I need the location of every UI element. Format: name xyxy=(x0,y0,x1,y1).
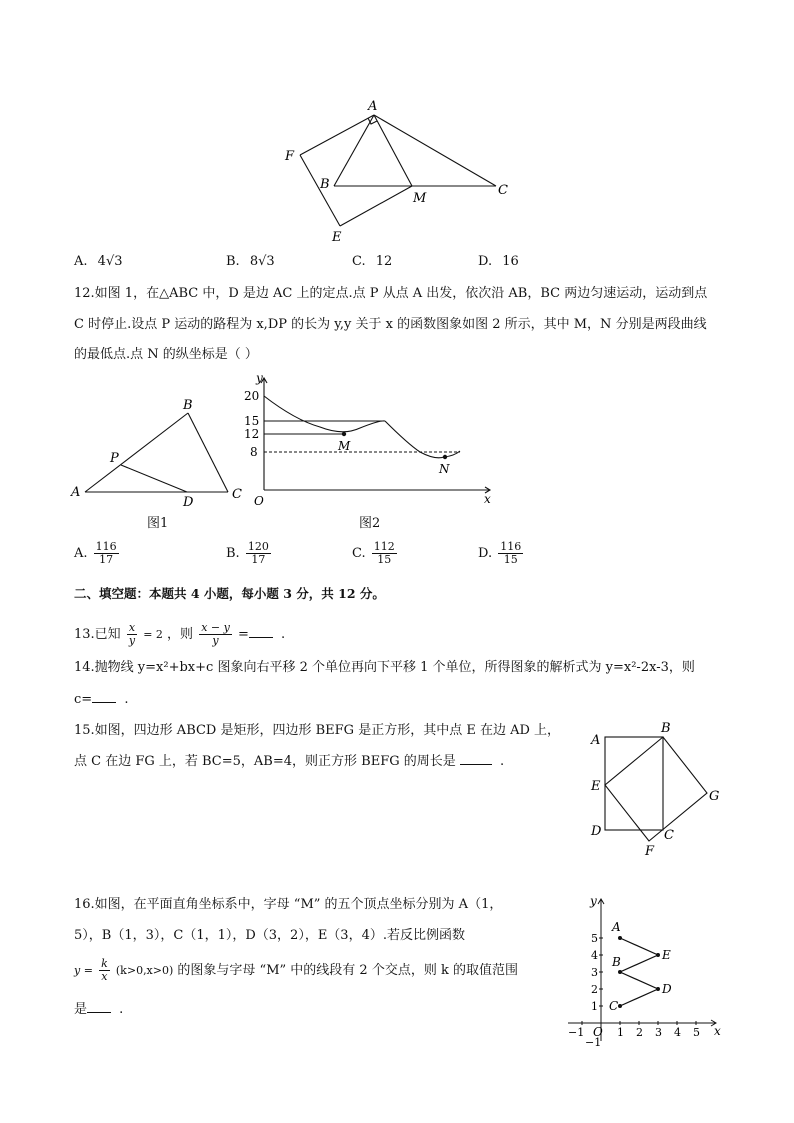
ytick--1: −1 xyxy=(585,1036,602,1049)
q11-option-a xyxy=(74,252,123,272)
point-C xyxy=(618,1004,622,1008)
q16-prefix: 是 xyxy=(74,1002,88,1017)
point-N xyxy=(443,455,447,459)
q16-line4 xyxy=(74,1000,123,1020)
label-D: D xyxy=(662,982,672,996)
ytick-1: 1 xyxy=(591,1000,598,1013)
ytick-5: 5 xyxy=(591,932,598,945)
label-C: C xyxy=(498,183,508,198)
q12-line2: C 时停止.设点 P 运动的路程为 x,DP 的长为 y,y 关于 x 的函数图象如图 2 所示，其中 M，N 分别是两段曲线 xyxy=(74,317,707,332)
label-P: P xyxy=(110,451,119,466)
segment-PD xyxy=(121,465,187,492)
q11-option-d xyxy=(478,252,519,272)
q13-mid: ，则 xyxy=(167,627,194,642)
option-value: 8√3 xyxy=(249,254,275,269)
q11-option-b xyxy=(226,252,275,272)
point-A xyxy=(618,936,622,940)
segment-EM xyxy=(340,186,412,226)
ytick-4: 4 xyxy=(591,949,598,962)
label-F: F xyxy=(285,149,295,164)
option-letter: A. xyxy=(74,546,88,561)
q16-func-prefix: y = xyxy=(74,964,93,977)
q13-fraction2: $\frac{x - y}{y}$ xyxy=(201,621,230,647)
rectangle-ABCD xyxy=(605,737,663,830)
tick-12: 12 xyxy=(244,427,260,441)
q12-line1: 12.如图 1，在△ABC 中，D 是边 AC 上的定点.点 P 从点 A 出发，依次沿 AB，BC 两边匀速运动，运动到点 xyxy=(74,286,708,301)
q15-figure xyxy=(585,715,730,860)
q14-end: . xyxy=(124,692,129,707)
segment-BC xyxy=(188,413,228,492)
q13-prefix: 13.已知 xyxy=(74,627,121,642)
q12-fig2-caption: 图2 xyxy=(359,516,381,531)
option-letter: D. xyxy=(478,254,493,269)
q15-text: 点 C 在边 FG 上，若 BC=5，AB=4，则正方形 BEFG 的周长是 xyxy=(74,754,456,769)
label-D: D xyxy=(591,824,602,839)
point-E xyxy=(656,953,660,957)
q12-option-b xyxy=(226,541,273,566)
label-C: C xyxy=(609,999,619,1013)
q15-answer-blank[interactable] xyxy=(460,752,492,765)
label-A: A xyxy=(368,99,378,114)
tick-8: 8 xyxy=(250,445,258,459)
option-letter: C. xyxy=(352,254,366,269)
q13-end: . xyxy=(281,627,286,642)
point-M xyxy=(342,432,346,436)
q16-line1: 16.如图，在平面直角坐标系中，字母 “M” 的五个顶点坐标分别为 A（1， xyxy=(74,897,503,912)
option-value: 4√3 xyxy=(97,254,123,269)
label-O: O xyxy=(254,494,264,508)
tick-15: 15 xyxy=(244,414,260,428)
option-fraction: $\frac{120}{17}$ xyxy=(247,540,269,566)
option-letter: B. xyxy=(226,546,240,561)
label-M: M xyxy=(413,191,427,206)
q16-answer-blank[interactable] xyxy=(87,1000,111,1013)
label-M: M xyxy=(338,439,351,453)
q12-figure1 xyxy=(65,395,255,510)
ytick-3: 3 xyxy=(591,966,598,979)
label-N: N xyxy=(439,462,450,476)
q13-fraction1: $\frac{x}{y}$ xyxy=(128,621,136,647)
option-letter: B. xyxy=(226,254,240,269)
option-letter: D. xyxy=(478,546,493,561)
q16-rest: 的图象与字母 “M” 中的线段有 2 个交点，则 k 的取值范围 xyxy=(177,963,518,978)
label-O: O xyxy=(593,1025,603,1039)
option-letter: C. xyxy=(352,546,366,561)
xtick-2: 2 xyxy=(636,1026,643,1039)
q12-line3: 的最低点.点 N 的纵坐标是（ ） xyxy=(74,347,258,362)
q14-answer-blank[interactable] xyxy=(92,690,116,703)
tick-20: 20 xyxy=(244,389,260,403)
q14-line2 xyxy=(74,690,128,710)
label-C: C xyxy=(232,487,242,502)
point-D xyxy=(656,987,660,991)
point-B xyxy=(618,970,622,974)
curve-first xyxy=(264,396,385,432)
label-y: y xyxy=(590,894,597,908)
label-G: G xyxy=(709,789,720,804)
q16-line2: 5），B（1，3），C（1，1），D（3，2），E（3，4）.若反比例函数 xyxy=(74,928,465,943)
q12-figure2 xyxy=(240,372,500,512)
q16-end: . xyxy=(119,1002,124,1017)
segment-AB xyxy=(85,413,188,492)
q12-fig1-caption: 图1 xyxy=(147,516,169,531)
label-A: A xyxy=(71,485,81,500)
xtick-1: 1 xyxy=(617,1026,624,1039)
section2-title: 二、填空题：本题共 4 小题，每小题 3 分，共 12 分。 xyxy=(74,586,385,601)
option-fraction: $\frac{116}{17}$ xyxy=(95,540,117,566)
q16-line3 xyxy=(74,956,518,986)
label-A: A xyxy=(591,733,601,748)
q14-prefix: c= xyxy=(74,692,93,707)
label-E: E xyxy=(332,230,342,245)
q12-option-d xyxy=(478,541,525,566)
q15-end: . xyxy=(500,754,505,769)
q14-line1: 14.抛物线 y=x²+bx+c 图象向右平移 2 个单位再向下平移 1 个单位，所得图象的解析式为 y=x²-2x-3，则 xyxy=(74,660,695,675)
label-E: E xyxy=(591,779,601,794)
q13-eq: = 2 xyxy=(143,628,163,641)
xtick--1: −1 xyxy=(568,1026,585,1039)
q15-line1: 15.如图，四边形 ABCD 是矩形，四边形 BEFG 是正方形，其中点 E 在边 AD 上， xyxy=(74,723,561,738)
xtick-3: 3 xyxy=(655,1026,662,1039)
label-C: C xyxy=(664,828,674,843)
option-value: 16 xyxy=(502,254,519,269)
label-B: B xyxy=(320,177,330,192)
label-B: B xyxy=(612,955,621,969)
ytick-2: 2 xyxy=(591,983,598,996)
label-E: E xyxy=(662,948,671,962)
q13-answer-blank[interactable] xyxy=(249,625,273,638)
label-D: D xyxy=(183,495,194,510)
label-x: x xyxy=(714,1024,721,1038)
option-letter: A. xyxy=(74,254,88,269)
option-fraction: $\frac{116}{15}$ xyxy=(500,540,522,566)
q16-condition: (k>0,x>0) xyxy=(115,964,174,977)
q15-line2 xyxy=(74,752,504,772)
label-B: B xyxy=(183,398,193,413)
label-A: A xyxy=(612,920,621,934)
q16-graph xyxy=(560,893,728,1053)
q12-option-c xyxy=(352,541,399,566)
q16-func-fraction: $\frac{k}{x}$ xyxy=(101,957,108,983)
q11-option-c xyxy=(352,252,392,272)
option-fraction: $\frac{112}{15}$ xyxy=(373,540,395,566)
segment-AC xyxy=(374,115,496,186)
q13-line xyxy=(74,620,285,650)
xtick-5: 5 xyxy=(693,1026,700,1039)
q13-suffix: = xyxy=(237,627,249,642)
xtick-4: 4 xyxy=(674,1026,681,1039)
q12-option-a xyxy=(74,541,121,566)
square-BEFG xyxy=(605,737,707,841)
letter-M-path xyxy=(620,938,658,1006)
label-y: y xyxy=(256,372,263,385)
label-F: F xyxy=(645,844,655,859)
label-x: x xyxy=(484,492,491,506)
option-value: 12 xyxy=(375,254,393,269)
q11-figure xyxy=(270,95,530,255)
label-B: B xyxy=(661,721,671,736)
